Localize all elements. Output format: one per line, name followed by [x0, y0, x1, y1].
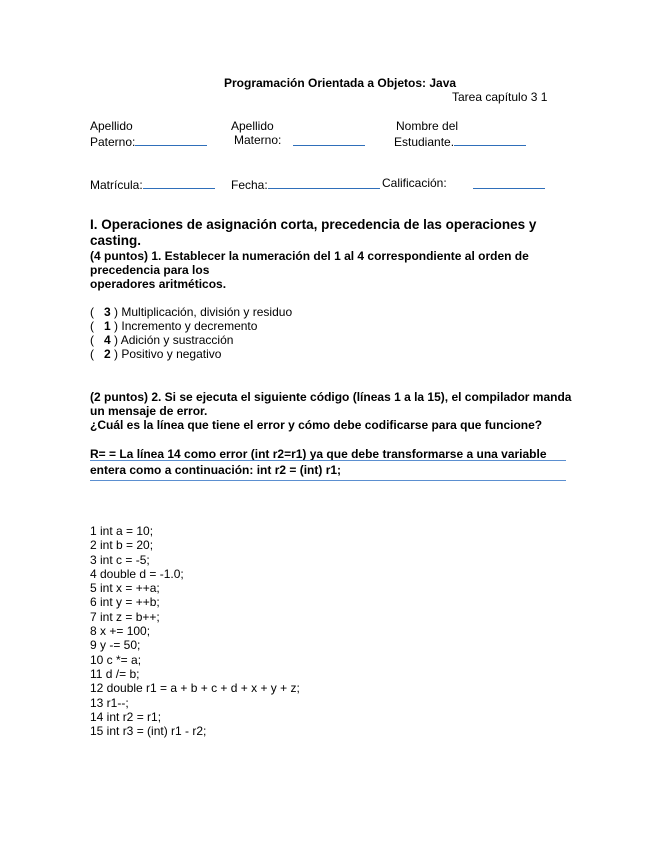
answer-line1: R= = La línea 14 como error (int r2=r1) ya que debe transformarse a una variable [90, 447, 547, 461]
code-line: 4 double d = -1.0; [90, 566, 184, 581]
fecha-label: Fecha: [231, 178, 268, 192]
apellido-paterno-label-bottom: Paterno: [90, 135, 136, 149]
question1-line2: precedencia para los [90, 263, 210, 277]
question2-line3: ¿Cuál es la línea que tiene el error y cómo debe codificarse para que funcione? [90, 418, 543, 432]
code-line: 1 int a = 10; [90, 524, 154, 538]
answer-rule-2 [90, 480, 566, 481]
nombre-blank [454, 133, 526, 146]
precedence-text: ) Adición y sustracción [114, 333, 234, 347]
precedence-text: ) Incremento y decremento [114, 319, 258, 333]
matricula-blank [143, 176, 215, 189]
section-heading-line2: casting. [90, 233, 142, 248]
apellido-paterno-blank [135, 133, 207, 146]
answer-line2: entera como a continuación: int r2 = (int) r1; [90, 463, 342, 477]
code-line: 7 int z = b++; [90, 609, 160, 624]
nombre-label [394, 133, 526, 149]
apellido-materno-label-top: Apellido [231, 119, 274, 133]
apellido-materno-blank [293, 133, 365, 146]
question2-line2: un mensaje de error. [90, 404, 208, 418]
code-line: 8 x += 100; [90, 624, 151, 639]
document-title: Programación Orientada a Objetos: Java [224, 76, 457, 90]
precedence-number: 3 [104, 305, 111, 319]
code-listing [90, 524, 300, 738]
precedence-open: ( [90, 319, 94, 333]
code-line: 12 double r1 = a + b + c + d + x + y + z; [90, 681, 300, 696]
precedence-number: 2 [104, 347, 111, 361]
code-line: 14 int r2 = r1; [90, 709, 162, 724]
code-line: 10 c *= a; [90, 652, 142, 667]
calificacion-blank [473, 176, 545, 189]
nombre-label-bottom: Estudiante. [394, 135, 455, 149]
matricula-label: Matrícula: [90, 178, 143, 192]
apellido-paterno-label [90, 133, 207, 149]
answer-rule-1 [90, 460, 566, 461]
precedence-number: 4 [104, 333, 111, 347]
precedence-item [90, 333, 233, 347]
precedence-item [90, 347, 221, 361]
question1-line1: (4 puntos) 1. Establecer la numeración del 1 al 4 correspondiente al orden de [90, 249, 529, 263]
precedence-open: ( [90, 305, 94, 319]
calificacion-label: Calificación: [382, 176, 447, 190]
code-line: 5 int x = ++a; [90, 581, 160, 596]
code-line: 2 int b = 20; [90, 538, 154, 553]
apellido-materno-label-bottom: Materno: [234, 133, 282, 147]
precedence-number: 1 [104, 319, 111, 333]
nombre-label-top: Nombre del [396, 119, 459, 133]
document-subtitle: Tarea capítulo 3 1 [452, 90, 548, 104]
precedence-item [90, 305, 292, 319]
code-line: 13 r1--; [90, 695, 129, 710]
precedence-text: ) Multiplicación, división y residuo [114, 305, 293, 319]
code-line: 3 int c = -5; [90, 552, 150, 567]
question2-line1: (2 puntos) 2. Si se ejecuta el siguiente código (líneas 1 a la 15), el compilador manda [90, 390, 572, 404]
precedence-open: ( [90, 347, 94, 361]
matricula-field [90, 176, 215, 192]
code-line: 15 int r3 = (int) r1 - r2; [90, 724, 207, 739]
precedence-text: ) Positivo y negativo [114, 347, 222, 361]
question1-line3: operadores aritméticos. [90, 277, 227, 291]
fecha-blank [268, 176, 380, 189]
apellido-paterno-label-top: Apellido [90, 119, 133, 133]
precedence-open: ( [90, 333, 94, 347]
code-line: 6 int y = ++b; [90, 595, 160, 610]
code-line: 9 y -= 50; [90, 638, 141, 653]
fecha-field [231, 176, 380, 192]
code-line: 11 d /= b; [90, 666, 140, 681]
precedence-item [90, 319, 257, 333]
section-heading-line1: I. Operaciones de asignación corta, precedencia de las operaciones y [90, 217, 537, 232]
